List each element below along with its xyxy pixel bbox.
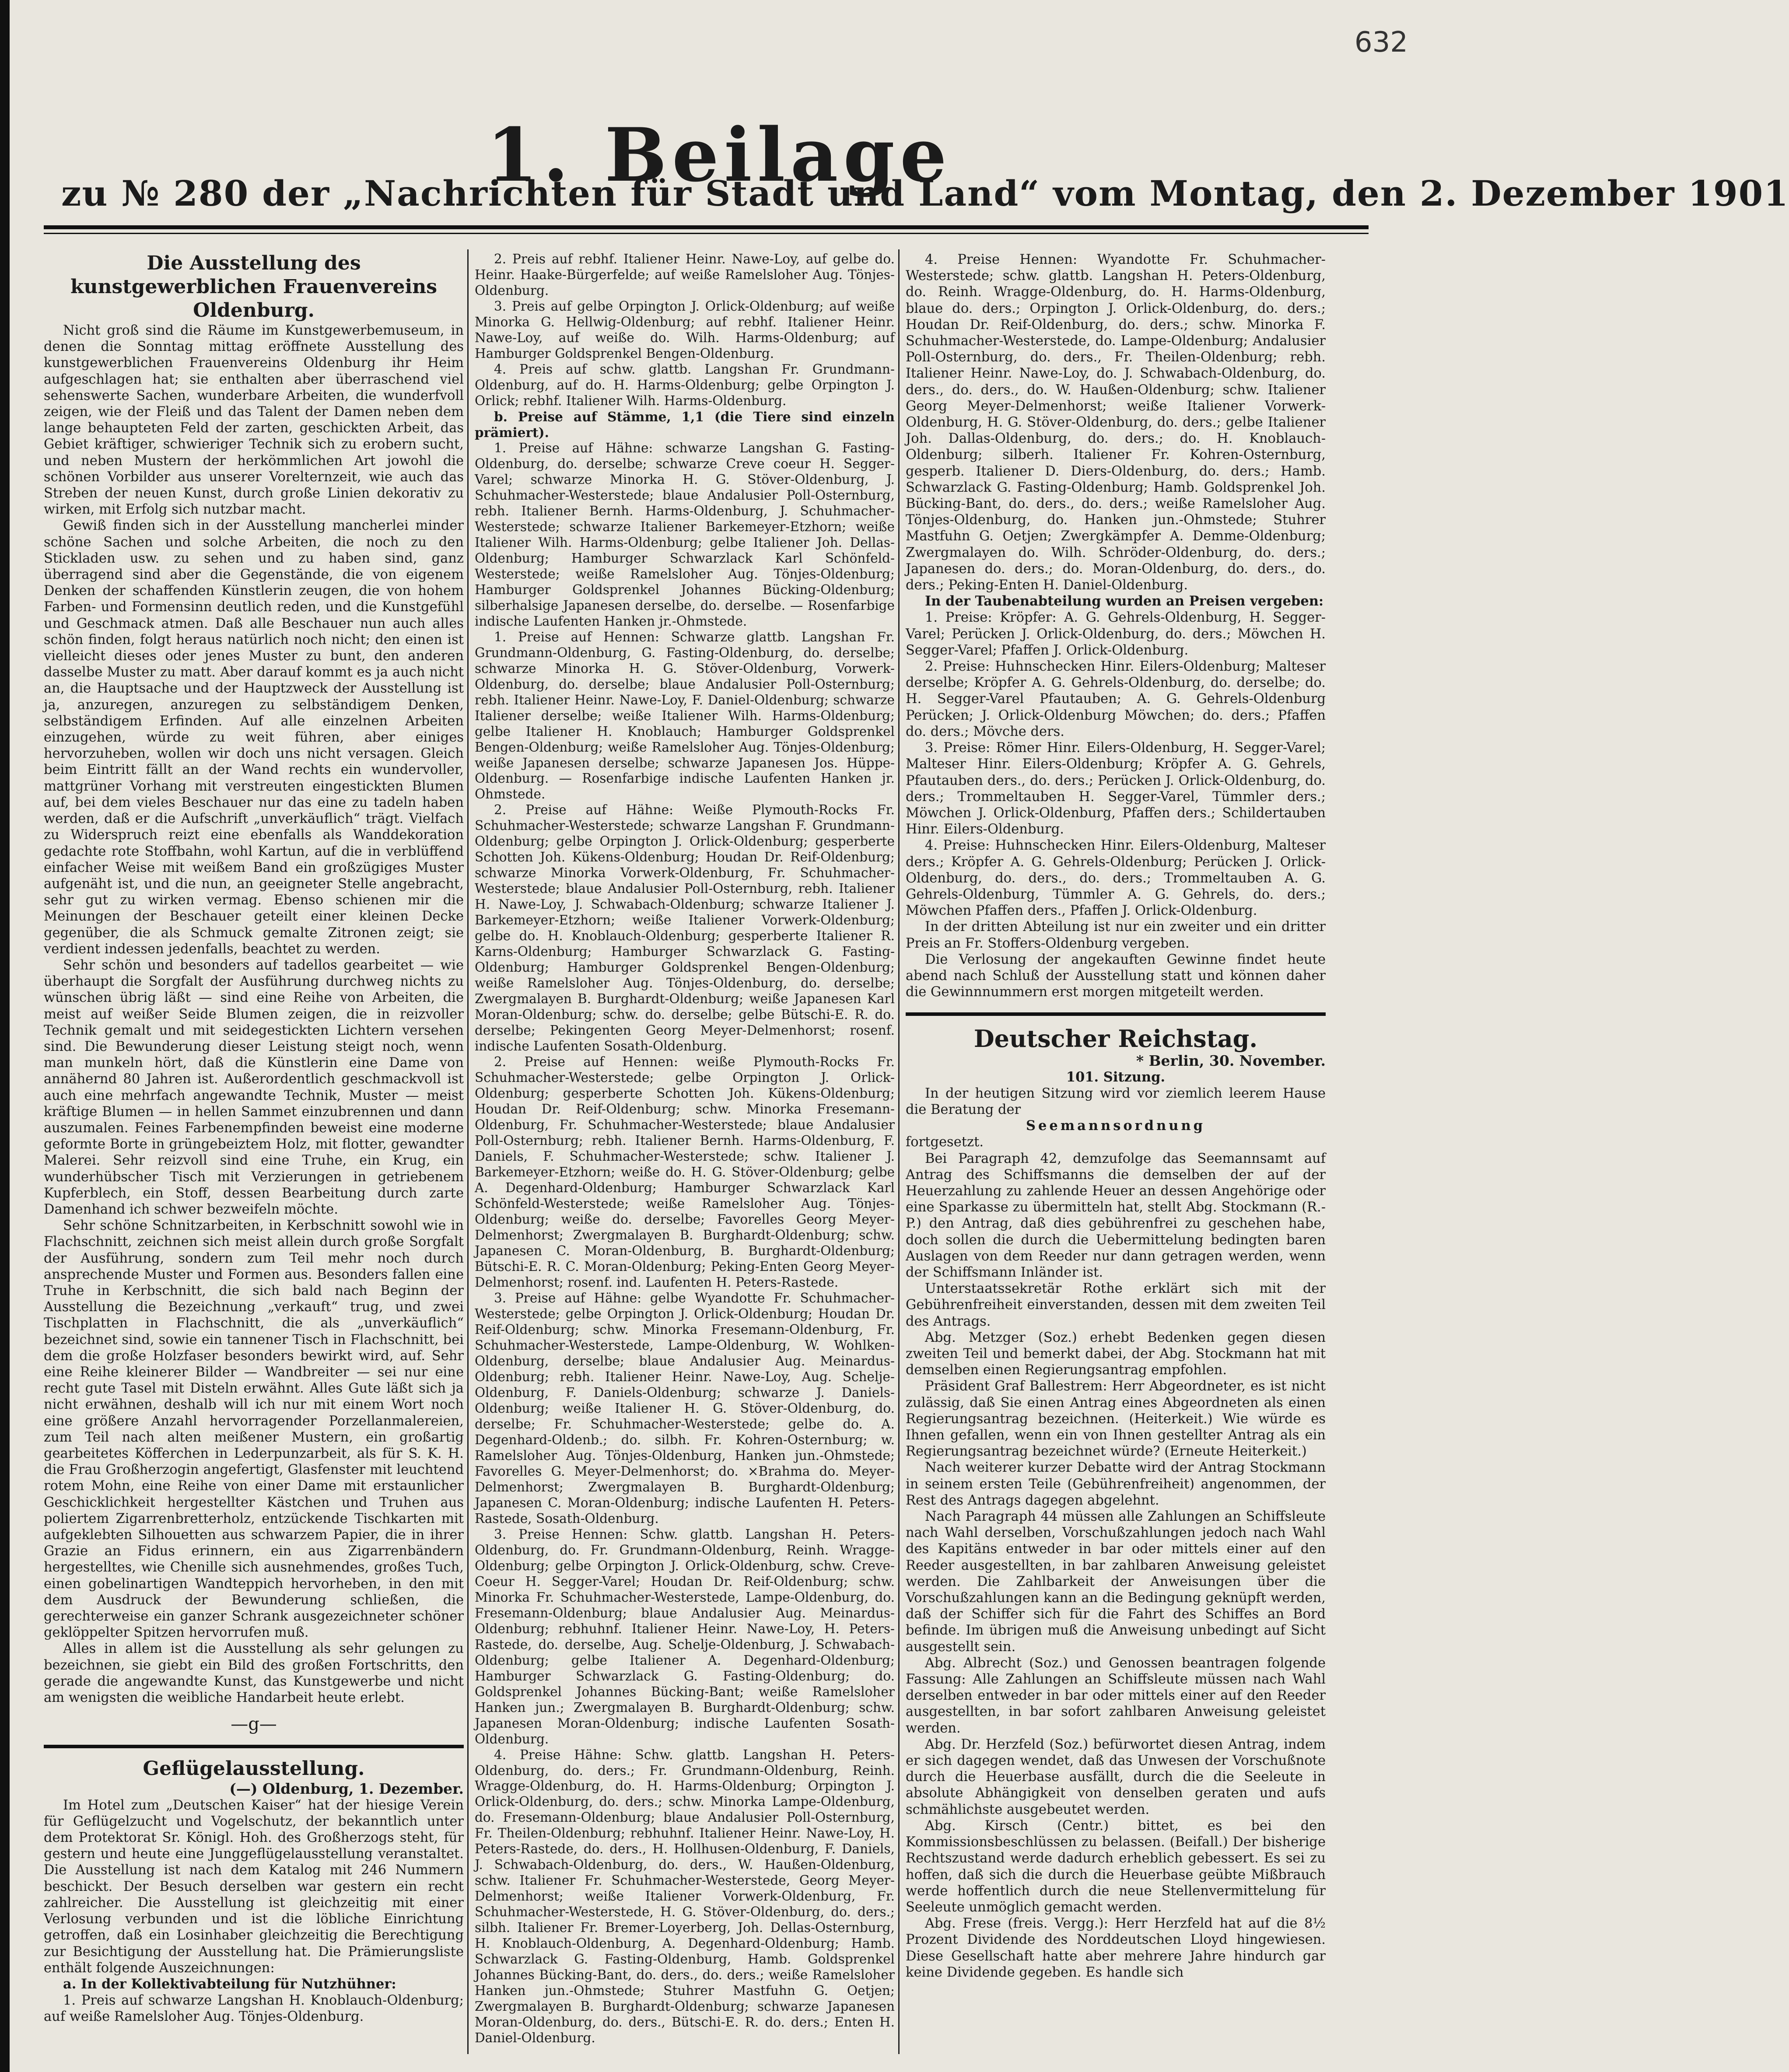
paragraph: In der Taubenabteilung wurden an Preisen vergeben:: [925, 593, 1324, 609]
page-number: 632: [1354, 26, 1408, 59]
paragraph: Sehr schöne Schnitzarbeiten, in Kerbschnitt sowohl wie in Flachschnitt, zeichnen sich meist allein durch große Sorgfalt der Ausführung, sondern zum Teil mehr noch durch ansprechende Muster und Formen aus. Besonders fallen eine Truhe in Kerbschnitt, die sich bald nach Beginn der Ausstellung die Bezeichnung „verkauft“ trug, und zwei Tischplatten in Flachschnitt, die als „unverkäuflich“ bezeichnet sind, sowie ein tannener Tisch in Flachschnitt, bei dem die große Holzfaser besonders bewirkt wird, auf. Sehr eine Reihe kleinerer Bilder — Wandbreiter — sei nur eine recht gute Tasel mit Disteln erwähnt. Alles Gute läßt sich ja nicht erwähnen, deshalb will ich nur mit einem Wort noch eine größere Anzahl hervorragender Porzellanmalereien, zum Teil nach alten meißener Mustern, ein großartig gearbeitetes Köfferchen in Lederpunzarbeit, als für S. K. H. die Frau Großherzogin angefertigt, Glasfenster mit leuchtend rotem Mohn, eine Reihe von einer Dame mit erstaunlicher Geschicklichkeit hergestellter Kästchen und Truhen aus poliertem Zigarrenbretterholz, entzückende Tischkarten mit aufgeklebten Silhouetten aus schwarzem Papier, die in ihrer Grazie an Fidus erinnern, ein aus Zigarrenbändern hergestelltes, wie Chenille sich ausnehmendes, großes Tuch, einen gobelinartigen Wandteppich hervorheben, in den mit dem Ausdruck der Bewunderung schließen, die gerechterweise ein ganzer Schrank ausgezeichneter schöner geklöppelter Spitzen hervorrufen muß.: [44, 1218, 464, 1641]
paragraph: Im Hotel zum „Deutschen Kaiser“ hat der hiesige Verein für Geflügelzucht und Vogelschutz, der bekanntlich unter dem Protektorat Sr. Königl. Hoh. des Großherzogs steht, für gestern und heute eine Junggeflügelausstellung veranstaltet. Die Ausstellung ist nach dem Katalog mit 246 Nummern beschickt. Der Besuch derselben war gestern ein recht zahlreicher. Die Ausstellung ist gleichzeitig mit einer Verlosung verbunden und ist die löbliche Einrichtung getroffen, daß ein Losinhaber gleichzeitig die Berechtigung zur Besichtigung der Ausstellung hat. Die Prämierungsliste enthält folgende Auszeichnungen:: [44, 1797, 464, 1976]
paragraph: 4. Preise Hähne: Schw. glattb. Langshan H. Peters-Oldenburg, do. ders.; Fr. Grundmann-Oldenburg, Reinh. Wragge-Oldenburg, do. H. Harms-Oldenburg; Orpington J. Orlick-Oldenburg, do. ders.; schw. Minorka Lampe-Oldenburg, do. Fresemann-Oldenburg; blaue Andalusier Poll-Osternburg, Fr. Theilen-Oldenburg; rebhuhnf. Italiener Heinr. Nawe-Loy, H. Peters-Rastede, do. ders., H. Hollhusen-Oldenburg, F. Daniels, J. Schwabach-Oldenburg, do. ders., W. Haußen-Oldenburg, schw. Italiener Fr. Schuhmacher-Westerstede, Georg Meyer-Delmenhorst; weiße Italiener Vorwerk-Oldenburg, Fr. Schuhmacher-Westerstede, H. G. Stöver-Oldenburg, do. ders.; silbh. Italiener Fr. Bremer-Loyerberg, Joh. Dellas-Osternburg, H. Knoblauch-Oldenburg, A. Degenhard-Oldenburg; Hamb. Schwarzlack G. Fasting-Oldenburg, Hamb. Goldsprenkel Johannes Bücking-Bant, do. ders., do. ders.; weiße Ramelsloher Hanken jun.-Ohmstede; Stuhrer Mastfuhn G. Oetjen; Zwergmalayen B. Burghardt-Oldenburg; schwarze Japanesen Moran-Oldenburg, do. ders., Bütschi-E. R. do. ders.; Enten H. Daniel-Oldenburg.: [475, 1747, 895, 2046]
paragraph: Nach weiterer kurzer Debatte wird der Antrag Stockmann in seinem ersten Teile (Gebührenfreiheit) angenommen, der Rest des Antrags dagegen abgelehnt.: [906, 1460, 1326, 1508]
paragraph: 4. Preis auf schw. glattb. Langshan Fr. Grundmann-Oldenburg, auf do. H. Harms-Oldenburg; gelbe Orpington J. Orlick; rebhf. Italiener Wilh. Harms-Oldenburg.: [475, 361, 895, 408]
paragraph: 2. Preise auf Hähne: Weiße Plymouth-Rocks Fr. Schuhmacher-Westerstede; schwarze Langshan F. Grundmann-Oldenburg; gelbe Orpington J. Orlick-Oldenburg; gesperberte Schotten Joh. Kükens-Oldenburg; Houdan Dr. Reif-Oldenburg; schwarze Minorka Vorwerk-Oldenburg, Fr. Schuhmacher-Westerstede; blaue Andalusier Poll-Osternburg, rebh. Italiener H. Nawe-Loy, J. Schwabach-Oldenburg; schwarze Italiener J. Barkemeyer-Etzhorn; weiße Italiener Vorwerk-Oldenburg; gelbe do. H. Knoblauch-Oldenburg; gesperberte Italiener R. Karns-Oldenburg; Hamburger Schwarzlack G. Fasting-Oldenburg; Hamburger Goldsprenkel Bengen-Oldenburg; weiße Ramelsloher Aug. Tönjes-Oldenburg, do. derselbe; Zwergmalayen B. Burghardt-Oldenburg; weiße Japanesen Karl Moran-Oldenburg; schw. do. derselbe; gelbe Bütschi-E. R. do. derselbe; Pekingenten Georg Meyer-Delmenhorst; rosenf. indische Laufenten Sosath-Oldenburg.: [475, 802, 895, 1054]
paragraph: Abg. Kirsch (Centr.) bittet, es bei den Kommissionsbeschlüssen zu belassen. (Beifall.) Der bisherige Rechtszustand werde dadurch erheblich gebessert. Es sei zu hoffen, daß sich die durch die Heuerbase geübte Mißbrauch werde hoffentlich durch die neue Stellenvermittelung für Seeleute unmöglich gemacht werden.: [906, 1818, 1326, 1915]
paragraph: 3. Preise auf Hähne: gelbe Wyandotte Fr. Schuhmacher-Westerstede; gelbe Orpington J. Orlick-Oldenburg; Houdan Dr. Reif-Oldenburg; schw. Minorka Fresemann-Oldenburg, Fr. Schuhmacher-Westerstede, Lampe-Oldenburg, W. Wohlken-Oldenburg, derselbe; blaue Andalusier Aug. Meinardus-Oldenburg; rebh. Italiener Heinr. Nawe-Loy, Aug. Schelje-Oldenburg, F. Daniels-Oldenburg; schwarze J. Daniels-Oldenburg; weiße Italiener H. G. Stöver-Oldenburg, do. derselbe; Fr. Schuhmacher-Westerstede; gelbe do. A. Degenhard-Oldenb.; do. silbh. Fr. Kohren-Osternburg; w. Ramelsloher Aug. Tönjes-Oldenburg, Hanken jun.-Ohmstede; Favorelles G. Meyer-Delmenhorst; do. ×Brahma do. Meyer-Delmenhorst; Zwergmalayen B. Burghardt-Oldenburg; Japanesen C. Moran-Oldenburg; indische Laufenten H. Peters-Rastede, Sosath-Oldenburg.: [475, 1290, 895, 1526]
paragraph: 1. Preise: Kröpfer: A. G. Gehrels-Oldenburg, H. Segger-Varel; Perücken J. Orlick-Oldenburg, do. ders.; Möwchen H. Segger-Varel; Pfaffen J. Orlick-Oldenburg.: [906, 610, 1326, 658]
article-headline: Deutscher Reichstag.: [973, 1025, 1258, 1053]
paragraph: Abg. Dr. Herzfeld (Soz.) befürwortet diesen Antrag, indem er sich dagegen wendet, daß das Unwesen der Vorschußnote durch die Heuerbase ausfällt, durch die die Seeleute in absolute Abhängigkeit von denselben geraten und aufs schmählichste ausgebeutet werden.: [906, 1736, 1326, 1817]
paragraph: Nach Paragraph 44 müssen alle Zahlungen an Schiffsleute nach Wahl derselben, Vorschußzahlungen jedoch nach Wahl des Kapitäns entweder in bar oder mittels einer auf den Reeder ausgestellten, in bar zahlbaren Anweisung geleistet werden. Die Zahlbarkeit der Anweisungen über die Vorschußzahlungen kann an die Bedingung geknüpft werden, daß der Schiffer sich für die Fahrt des Schiffes an Bord befinde. Im übrigen muß die Anweisung unbedingt auf Sicht ausgestellt sein.: [906, 1509, 1326, 1655]
masthead-subtitle: zu № 280 der „Nachrichten für Stadt und Land“ vom Montag, den 2. Dezember 1901: [61, 173, 1789, 214]
column-divider: [898, 249, 900, 2054]
dateline: * Berlin, 30. November.: [1136, 1052, 1326, 1070]
paragraph: Abg. Frese (freis. Vergg.): Herr Herzfeld hat auf die 8½ Prozent Dividende des Norddeutschen Lloyd hingewiesen. Diese Gesellschaft hatte aber mehrere Jahre hindurch gar keine Dividende gegeben. Es handle sich: [906, 1916, 1326, 1980]
paragraph: 3. Preise: Römer Hinr. Eilers-Oldenburg, H. Segger-Varel; Malteser Hinr. Eilers-Oldenburg; Kröpfer A. G. Gehrels, Pfautauben ders., do. ders.; Perücken J. Orlick-Oldenburg, do. ders.; Trommeltauben H. Segger-Varel, Tümmler ders.; Möwchen J. Orlick-Oldenburg, Pfaffen ders.; Schildertauben Hinr. Eilers-Oldenburg.: [906, 740, 1326, 837]
masthead-rule-thin: [44, 233, 1369, 234]
paragraph: fortgesetzt.: [906, 1134, 984, 1150]
paragraph: Die Verlosung der angekauften Gewinne findet heute abend nach Schluß der Ausstellung statt und können daher die Gewinnnummern erst morgen mitgeteilt werden.: [906, 952, 1326, 1000]
paragraph: 4. Preise Hennen: Wyandotte Fr. Schuhmacher-Westerstede; schw. glattb. Langshan H. Peters-Oldenburg, do. Reinh. Wragge-Oldenburg, do. H. Harms-Oldenburg, blaue do. ders.; Orpington J. Orlick-Oldenburg, do. ders.; Houdan Dr. Reif-Oldenburg, do. ders.; schw. Minorka F. Schuhmacher-Westerstede, do. Lampe-Oldenburg; Andalusier Poll-Osternburg, do. ders., Fr. Theilen-Oldenburg; rebh. Italiener Heinr. Nawe-Loy, do. J. Schwabach-Oldenburg, do. ders., do. ders., do. W. Haußen-Oldenburg; schw. Italiener Georg Meyer-Delmenhorst; weiße Italiener Vorwerk-Oldenburg, H. G. Stöver-Oldenburg, do. ders.; gelbe Italiener Joh. Dallas-Oldenburg, do. ders.; do. H. Knoblauch-Oldenburg; silberh. Italiener Fr. Kohren-Osternburg, gesperb. Italiener D. Diers-Oldenburg, do. ders.; Hamb. Schwarzlack G. Fasting-Oldenburg; Hamb. Goldsprenkel Joh. Bücking-Bant, do. ders., do. ders.; weiße Ramelsloher Aug. Tönjes-Oldenburg, do. Hanken jun.-Ohmstede; Stuhrer Mastfuhn G. Oetjen; Zwergkämpfer A. Demme-Oldenburg; Zwergmalayen do. Wilh. Schröder-Oldenburg, do. ders.; Japanesen do. ders.; do. Moran-Oldenburg, do. ders., do. ders.; Peking-Enten H. Daniel-Oldenburg.: [906, 252, 1326, 593]
paragraph: 3. Preis auf gelbe Orpington J. Orlick-Oldenburg; auf weiße Minorka G. Hellwig-Oldenburg; auf rebhf. Italiener Heinr. Nawe-Loy, auf weiße do. Wilh. Harms-Oldenburg; auf Hamburger Goldsprenkel Bengen-Oldenburg.: [475, 298, 895, 361]
masthead-rule: [44, 225, 1369, 229]
paragraph: Präsident Graf Ballestrem: Herr Abgeordneter, es ist nicht zulässig, daß Sie einen Antrag eines Abgeordneten als einen Regierungsantrag bezeichnen. (Heiterkeit.) Wie würde es Ihnen gefallen, wenn ein von Ihnen gestellter Antrag als ein Regierungsantrag bezeichnet würde? (Erneute Heiterkeit.): [906, 1379, 1326, 1460]
section-rule: [44, 1745, 464, 1748]
paragraph: In der dritten Abteilung ist nur ein zweiter und ein dritter Preis an Fr. Stoffers-Oldenburg vergeben.: [906, 919, 1326, 951]
column-2: [475, 252, 895, 2046]
paragraph: In der heutigen Sitzung wird vor ziemlich leerem Hause die Beratung der: [906, 1085, 1326, 1117]
paragraph: Sehr schön und besonders auf tadellos gearbeitet — wie überhaupt die Sorgfalt der Ausführung durchweg nichts zu wünschen übrig läßt — sind eine Reihe von Arbeiten, die meist auf weißer Seide Blumen zeigen, die in reizvoller Technik gemalt und mit seidegestickten Lichtern versehen sind. Die Bewunderung dieser Leistung steigt noch, wenn man munkeln hört, daß die Künstlerin eine Dame von annähernd 80 Jahren ist. Außerordentlich geschmackvoll ist auch eine mehrfach angewandte Technik, Muster — meist kräftige Blumen — in hellen Sammet einzubrennen und dann auszumalen. Feines Farbenempfinden beweist eine moderne geformte Borte in grüngebeiztem Holz, mit flotter, gewandter Malerei. Sehr reizvoll sind eine Truhe, ein Krug, ein wunderhübscher Tisch mit Verzierungen in getriebenem Kupferblech, ein Stoff, dessen Bearbeitung durch zarte Damenhand ich schwer bezweifeln möchte.: [44, 957, 464, 1217]
section-rule: [906, 1012, 1326, 1016]
dateline: (—) Oldenburg, 1. Dezember.: [229, 1780, 464, 1798]
paragraph: Nicht groß sind die Räume im Kunstgewerbemuseum, in denen die Sonntag mittag eröffnete Ausstellung des kunstgewerblichen Frauenvereins Oldenburg ihr Heim aufgeschlagen hat; sie enthalten aber überraschend viel sehenswerte Sachen, wunderbare Arbeiten, die wunderfvoll zeigen, wie der Fleiß und das Talent der Damen neben dem lange behaupteten Feld der zarten, geschickten Arbeit, das Gebiet kräftiger, schwieriger Technik sich zu erobern sucht, und neben Mustern der herkömmlichen Art jowohl die schönen Vorbilder aus unserer Vorelternzeit, wie auch das Streben der neuen Kunst, durch große Linien dekorativ zu wirken, mit Erfolg sich nutzbar macht.: [44, 323, 464, 518]
paragraph: 1. Preis auf schwarze Langshan H. Knoblauch-Oldenburg; auf weiße Ramelsloher Aug. Tönjes-Oldenburg.: [44, 1993, 464, 2025]
paragraph: Abg. Albrecht (Soz.) und Genossen beantragen folgende Fassung: Alle Zahlungen an Schiffsleute müssen nach Wahl derselben entweder in bar oder mittels einer auf den Reeder ausgestellten, in bar sofort zahlbaren Anweisung geleistet werden.: [906, 1655, 1326, 1736]
article-headline: Geflügelausstellung.: [143, 1757, 365, 1780]
paragraph: 2. Preise auf Hennen: weiße Plymouth-Rocks Fr. Schuhmacher-Westerstede; gelbe Orpington J. Orlick-Oldenburg; gesperberte Schotten Joh. Kükens-Oldenburg; Houdan Dr. Reif-Oldenburg; schw. Minorka Fresemann-Oldenburg, Fr. Schuhmacher-Westerstede; blaue Andalusier Poll-Osternburg; rebh. Italiener Bernh. Harms-Oldenburg, F. Daniels, F. Schuhmacher-Westerstede; schw. Italiener J. Barkemeyer-Etzhorn; weiße do. H. G. Stöver-Oldenburg; gelbe A. Degenhard-Oldenburg; Hamburger Schwarzlack Karl Schönfeld-Westerstede; weiße Ramelsloher Aug. Tönjes-Oldenburg; weiße do. derselbe; Favorelles Georg Meyer-Delmenhorst; Zwergmalayen B. Burghardt-Oldenburg; schw. Japanesen C. Moran-Oldenburg, B. Burghardt-Oldenburg; Bütschi-E. R. C. Moran-Oldenburg; Peking-Enten Georg Meyer-Delmenhorst; rosenf. ind. Laufenten H. Peters-Rastede.: [475, 1054, 895, 1290]
paragraph: 3. Preise Hennen: Schw. glattb. Langshan H. Peters-Oldenburg, do. Fr. Grundmann-Oldenburg, Reinh. Wragge-Oldenburg; gelbe Orpington J. Orlick-Oldenburg, schw. Creve-Coeur H. Segger-Varel; Houdan Dr. Reif-Oldenburg; schw. Minorka Fr. Schuhmacher-Westerstede, Lampe-Oldenburg, do. Fresemann-Oldenburg; blaue Andalusier Aug. Meinardus-Oldenburg; rebhuhnf. Italiener Heinr. Nawe-Loy, H. Peters-Rastede, do. derselbe, Aug. Schelje-Oldenburg, J. Schwabach-Oldenburg; gelbe Italiener A. Degenhard-Oldenburg; Hamburger Schwarzlack G. Fasting-Oldenburg; do. Goldsprenkel Johannes Bücking-Bant; weiße Ramelsloher Hanken jun.; Zwergmalayen B. Burghardt-Oldenburg; schw. Japanesen Moran-Oldenburg; indische Laufenten Sosath-Oldenburg.: [475, 1526, 895, 1746]
session-number: 101. Sitzung.: [1066, 1069, 1166, 1085]
paragraph: 2. Preise: Huhnschecken Hinr. Eilers-Oldenburg; Malteser derselbe; Kröpfer A. G. Gehrels-Oldenburg, do. derselbe; do. H. Segger-Varel Pfautauben; A. G. Gehrels-Oldenburg Perücken; J. Orlick-Oldenburg Möwchen; do. ders.; Pfaffen do. ders.; Mövche ders.: [906, 659, 1326, 739]
paragraph: 4. Preise: Huhnschecken Hinr. Eilers-Oldenburg, Malteser ders.; Kröpfer A. G. Gehrels-Oldenburg; Perücken J. Orlick-Oldenburg, do. ders., do. ders.; Trommeltauben A. G. Gehrels-Oldenburg, Tümmler A. G. Gehrels, do. ders.; Möwchen Pfaffen ders., Pfaffen J. Orlick-Oldenburg.: [906, 838, 1326, 919]
article-headline: Die Ausstellung des kunstgewerblichen Frauenvereins Oldenburg.: [70, 252, 437, 322]
paragraph: a. In der Kollektivabteilung für Nutzhühner:: [63, 1976, 396, 1992]
column-1: [44, 252, 464, 2025]
scan-edge: [0, 0, 10, 2072]
column-3: [906, 252, 1326, 1981]
paragraph: Alles in allem ist die Ausstellung als sehr gelungen zu bezeichnen, sie giebt ein Bild des großen Fortschritts, den gerade die angewandte Kunst, das Kunstgewerbe und nicht am wenigsten die weibliche Handarbeit heute erlebt.: [44, 1641, 464, 1706]
masthead-title: 1. Beilage: [487, 112, 952, 198]
column-divider: [467, 249, 469, 2054]
paragraph: b. Preise auf Stämme, 1,1 (die Tiere sind einzeln prämiert).: [475, 409, 895, 440]
paragraph: Bei Paragraph 42, demzufolge das Seemannsamt auf Antrag des Schiffsmanns die demselben der auf der Heuerzahlung zu zahlende Heuer an dessen Angehörige oder eine Sparkasse zu übermitteln hat, stellt Abg. Stockmann (R.-P.) den Antrag, daß dies gebührenfrei zu geschehen habe, doch sollen die durch die Uebermittelung bedingten baren Auslagen von dem Reeder nur dann getragen werden, wenn der Schiffsmann Inländer ist.: [906, 1151, 1326, 1280]
paragraph: Gewiß finden sich in der Ausstellung mancherlei minder schöne Sachen und solche Arbeiten, die noch zu den Stickladen usw. zu sehen und zu haben sind, ganz überragend sind aber die Gegenstände, die von eigenem Denken der schaffenden Künstlerin zeugen, die von hohem Farben- und Formensinn deutlich reden, und die Kunstgefühl und Geschmack atmen. Daß alle Beschauer nun auch alles schön finden, folgt heraus natürlich noch nicht; den einen ist vielleicht dieses oder jenes Muster zu bunt, den anderen dasselbe Muster zu matt. Aber darauf kommt es ja auch nicht an, die Hauptsache und der Hauptzweck der Ausstellung ist ja, anzuregen, anzuregen zu selbständigem Denken, selbständigem Erfinden. Auf alle einzelnen Arbeiten einzugehen, würde zu weit führen, aber einiges hervorzuheben, wollen wir doch uns nicht versagen. Gleich beim Eintritt fällt an der Wand rechts ein wundervoller, mattgrüner Vorhang mit verstreuten eingestickten Blumen auf, bei dem vieles Beschauer nur das eine zu tadeln haben werden, daß er die Aufschrift „unverkäuflich“ trägt. Vielfach zu Widerspruch reizt eine ebenfalls als Wanddekoration gedachte rote Stoffbahn, wohl Kartun, auf die in verblüffend einfacher Weise mit weißem Band ein großzügiges Muster aufgenäht ist, und die nun, an geeigneter Stelle angebracht, sehr gut zu wirken vermag. Ebenso schienen mir die Meinungen der Beschauer geteilt einer kleinen Decke gegenüber, die als Schmuck gemalte Zitronen zeigt; sie verdient indessen jedenfalls, beachtet zu werden.: [44, 518, 464, 957]
article-end-mark: —g—: [231, 1714, 277, 1735]
paragraph: 1. Preise auf Hähne: schwarze Langshan G. Fasting-Oldenburg, do. derselbe; schwarze Creve coeur H. Segger-Varel; schwarze Minorka H. G. Stöver-Oldenburg, J. Schuhmacher-Westerstede; blaue Andalusier Poll-Osternburg, rebh. Italiener Bernh. Harms-Oldenburg, J. Schuhmacher-Westerstede; schwarze Italiener Barkemeyer-Etzhorn; weiße Italiener Wilh. Harms-Oldenburg; gelbe Italiener Joh. Dellas-Oldenburg; Hamburger Schwarzlack Karl Schönfeld-Westerstede; weiße Ramelsloher Aug. Tönjes-Oldenburg; Hamburger Goldsprenkel Johannes Bücking-Oldenburg; silberhalsige Japanesen derselbe, do. derselbe. — Rosenfarbige indische Laufenten Hanken jr.-Ohmstede.: [475, 440, 895, 629]
paragraph: 1. Preise auf Hennen: Schwarze glattb. Langshan Fr. Grundmann-Oldenburg, G. Fasting-Oldenburg, do. derselbe; schwarze Minorka H. G. Stöver-Oldenburg, Vorwerk-Oldenburg, do. derselbe; blaue Andalusier Poll-Osternburg; rebh. Italiener Heinr. Nawe-Loy, F. Daniel-Oldenburg; schwarze Italiener derselbe; weiße Italiener Wilh. Harms-Oldenburg; gelbe Italiener H. Knoblauch; Hamburger Goldsprenkel Bengen-Oldenburg; weiße Ramelsloher Aug. Tönjes-Oldenburg; weiße Japanesen derselbe; schwarze Japanesen Jos. Hüppe-Oldenburg. — Rosenfarbige indische Laufenten Hanken jr. Ohmstede.: [475, 629, 895, 802]
paragraph: Abg. Metzger (Soz.) erhebt Bedenken gegen diesen zweiten Teil und bemerkt dabei, der Abg. Stockmann hat mit demselben einen Regierungsantrag empfohlen.: [906, 1330, 1326, 1378]
paragraph: 2. Preis auf rebhf. Italiener Heinr. Nawe-Loy, auf gelbe do. Heinr. Haake-Bürgerfelde; auf weiße Ramelsloher Aug. Tönjes-Oldenburg.: [475, 252, 895, 298]
agenda-item: Seemannsordnung: [1026, 1118, 1205, 1134]
paragraph: Unterstaatssekretär Rothe erklärt sich mit der Gebührenfreiheit einverstanden, dessen mit dem zweiten Teil des Antrags.: [906, 1281, 1326, 1329]
